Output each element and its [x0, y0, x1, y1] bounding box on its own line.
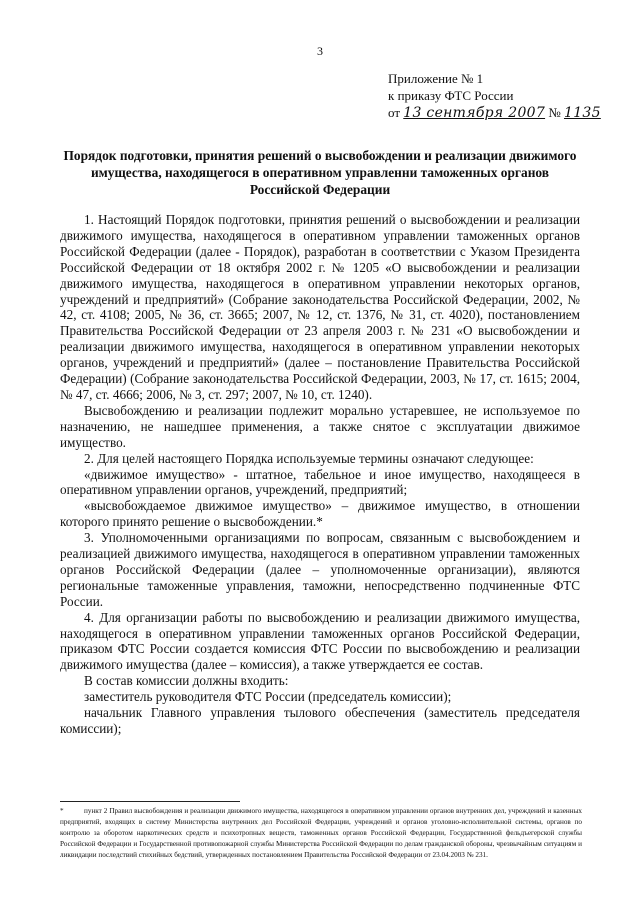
page-number: 3 — [317, 44, 323, 58]
document-title: Порядок подготовки, принятия решений о высвобождении и реализации движимого имущества, находящегося в оперативном управленни таможенных органов Российской Федерации — [63, 148, 577, 197]
from-label: от — [388, 105, 401, 120]
paragraph: «высвобождаемое движимое имущество» – движимое имущество, в отношении которого принято решение о высвобождении.* — [60, 498, 580, 530]
paragraph: Высвобождению и реализации подлежит морально устаревшее, не используемое по назначению, не нашедшее применения, а также снятое с эксплуатации движимое имущество. — [60, 402, 580, 450]
appendix-order-ref: к приказу ФТС России — [388, 88, 514, 103]
paragraph: 3. Уполномоченными организациями по вопросам, связанным с высвобождением и реализацией движимого имущества, находящегося в оперативном управлении таможенных органов Российской Федерации (далее – уполномоченные организации), являются региональные таможенные управления, таможни, непосредственно подчиненные ФТС России. — [60, 530, 580, 609]
appendix-title: Приложение № 1 — [388, 71, 484, 86]
footnote-mark: * — [60, 807, 64, 815]
paragraph: «движимое имущество» - штатное, табельное и иное имущество, находящееся в оперативном управлении органов, учреждений, предприятий; — [60, 466, 580, 498]
paragraph: 4. Для организации работы по высвобождению и реализации движимого имущества, находящегося в оперативном управлении таможенных органов Российской Федерации, приказом ФТС России создается комиссия ФТС России по высвобождению и реализации движимого имущества (далее – комиссия), а также утверждается ее состав. — [60, 609, 580, 673]
footnote-text: пункт 2 Правил высвобождения и реализации движимого имущества, находящегося в оперативном управлении органов внутренних дел, учреждений и казенных предприятий, входящих в систему Министерства внутренних дел Российской Федерации, учреждений и органов уголовно-исполнительной системы, органов по контролю за оборотом наркотических средств и психотропных веществ, таможенных органов Российской Федерации, Государственной фельдъегерской службы Российской Федерации и Государственной противопожарной службы Министерства Российской Федерации по делам гражданской обороны, чрезвычайным ситуациям и ликвидации последствий стихийных бедствий, утвержденных постановлением Правительства Российской Федерации от 23.04.2003 № 231. — [60, 807, 582, 859]
footnote — [60, 806, 582, 861]
paragraph: 1. Настоящий Порядок подготовки, принятия решений о высвобождении и реализации движимого имущества, находящегося в оперативном управлении таможенных органов Российской Федерации (далее - Порядок), разработан в соответствии с Указом Президента Российской Федерации от 18 октября 2002 г. № 1205 «О высвобождении и реализации движимого имущества, находящегося в оперативном управлении некоторых органов, учреждений и предприятий» (Собрание законодательства Российской Федерации, 2002, № 42, ст. 4108; 2005, № 36, ст. 3665; 2007, № 12, ст. 1376, № 31, ст. 4020), постановлением Правительства Российской Федерации от 23 апреля 2003 г. № 231 «О высвобождении и реализации движимого имущества, находящегося в оперативном управлении некоторых органов, учреждений и предприятий» (далее – постановление Правительства Российской Федерации) (Собрание законодательства Российской Федерации, 2003, № 17, ст. 1615; 2004, № 47, ст. 4666; 2006, № 3, ст. 297; 2007, № 10, ст. 1240). — [60, 212, 580, 402]
paragraph: заместитель руководителя ФТС России (председатель комиссии); — [84, 689, 452, 705]
appendix-header — [388, 70, 601, 122]
handwritten-number: 1135 — [563, 105, 601, 121]
paragraph: В состав комиссии должны входить: — [84, 673, 289, 689]
footnote-divider — [60, 801, 240, 802]
paragraph: начальник Главного управления тылового обеспечения (заместитель председателя комиссии); — [60, 705, 580, 736]
appendix-date-line — [388, 104, 601, 122]
number-label: № — [548, 105, 561, 120]
paragraph: 2. Для целей настоящего Порядка используемые термины означают следующее: — [84, 450, 534, 466]
handwritten-date: 13 сентября 2007 — [403, 105, 546, 121]
document-body — [60, 212, 580, 737]
